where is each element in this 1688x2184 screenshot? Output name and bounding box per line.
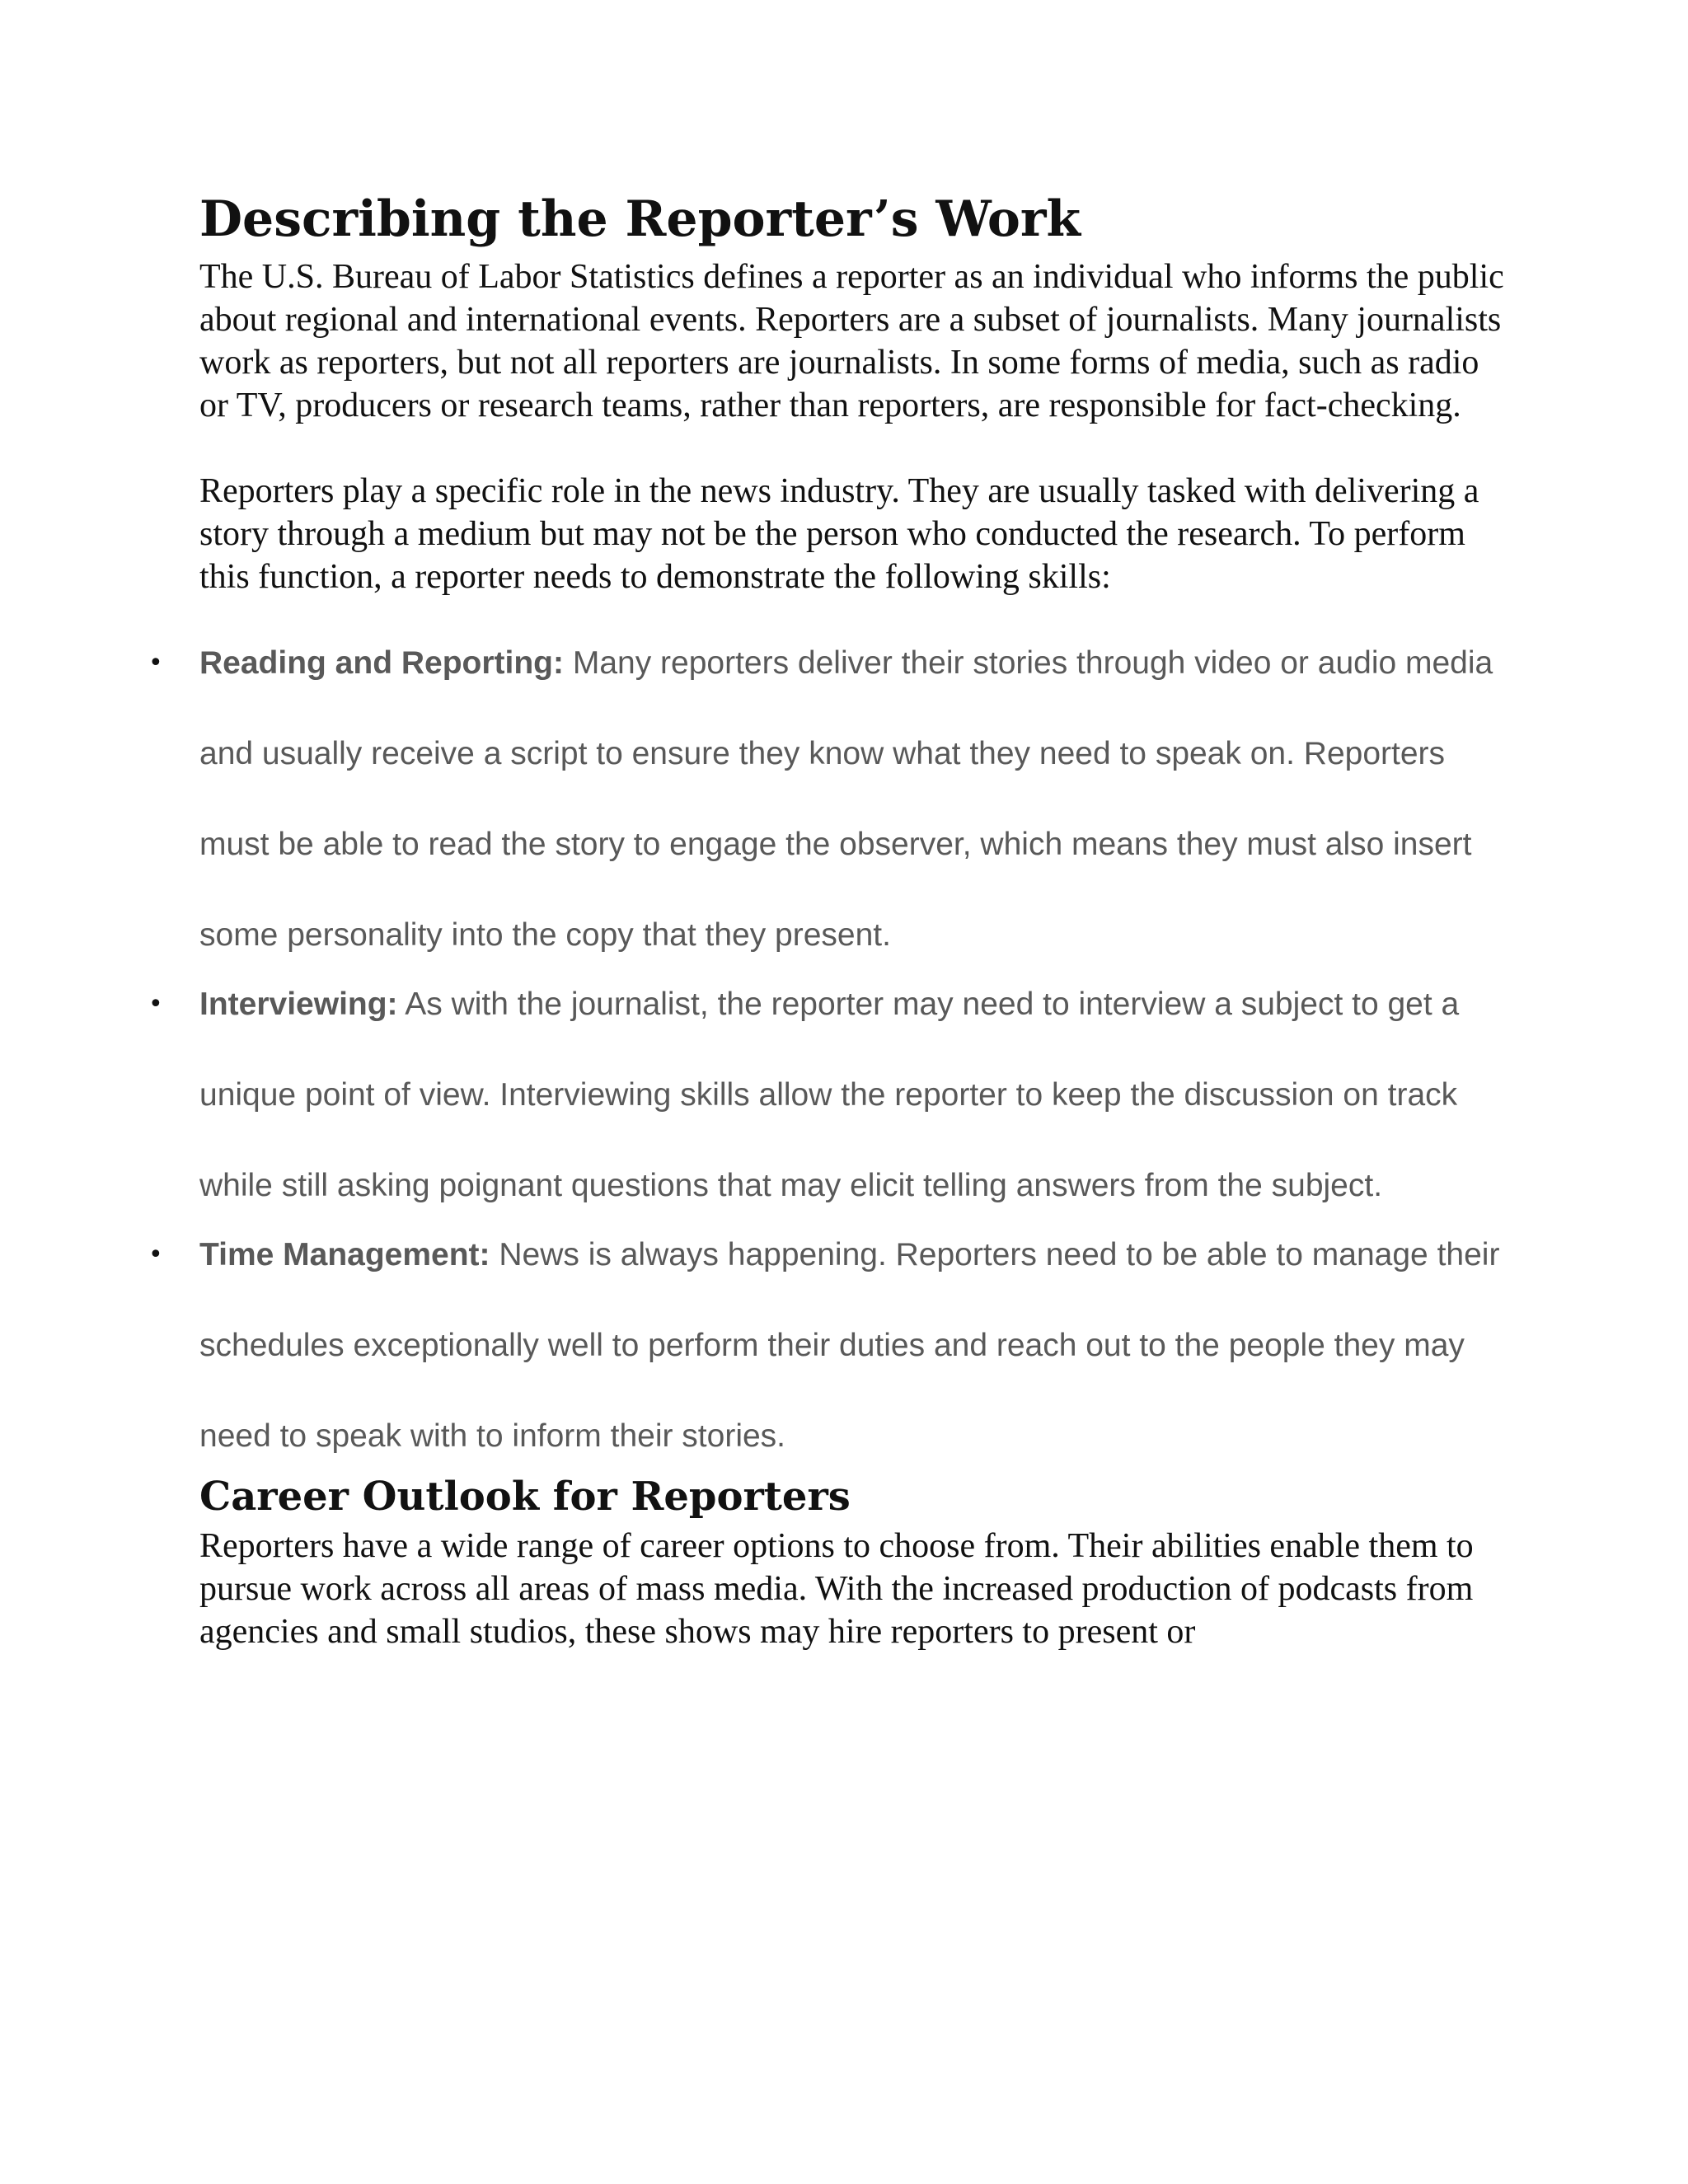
- skill-term: Time Management:: [199, 1237, 490, 1272]
- paragraph-spacer: [199, 427, 1510, 470]
- skill-description: Many reporters deliver their stories through video or audio media and usually receive a script to ensure they know what they need to speak on. Reporters must be able to read the story to engage the observer, which means they must also insert some personality into the copy that they present.: [199, 645, 1493, 953]
- skill-term: Interviewing:: [199, 987, 398, 1022]
- bullet-icon: •: [148, 649, 163, 677]
- document-page: [148, 190, 1510, 1653]
- bullet-icon: •: [148, 990, 163, 1019]
- role-paragraph: Reporters play a specific role in the news industry. They are usually tasked with delivering a story through a medium but may not be the person who conducted the research. To perform this function, a reporter needs to demonstrate the following skills:: [199, 472, 1479, 596]
- career-paragraph: Reporters have a wide range of career options to choose from. Their abilities enable them to pursue work across all areas of mass media. With the increased production of podcasts from agencies and small studios, these shows may hire reporters to present or: [199, 1527, 1474, 1651]
- skill-description: News is always happening. Reporters need to be able to manage their schedules exceptionally well to perform their duties and reach out to the people they may need to speak with to inform their stories.: [199, 1237, 1500, 1454]
- career-outlook-section: [199, 1474, 1510, 1653]
- skill-term: Reading and Reporting:: [199, 645, 564, 681]
- list-item: [148, 959, 1510, 1231]
- bullet-icon: •: [148, 1240, 163, 1269]
- page-title: Describing the Reporter’s Work: [199, 190, 1081, 248]
- list-item: [148, 618, 1510, 981]
- skill-description: As with the journalist, the reporter may need to interview a subject to get a unique point of view. Interviewing skills allow the reporter to keep the discussion on track while still asking poignant questions that may elicit telling answers from the subject.: [199, 987, 1460, 1203]
- section-heading: Career Outlook for Reporters: [199, 1474, 851, 1520]
- intro-paragraph: The U.S. Bureau of Labor Statistics defines a reporter as an individual who informs the public about regional and international events. Reporters are a subset of journalists. Many journalists work as reporters, but not all reporters are journalists. In some forms of media, such as radio or TV, producers or research teams, rather than reporters, are responsible for fact-checking.: [199, 258, 1504, 424]
- list-item: [148, 1210, 1510, 1482]
- skills-list: [148, 618, 1510, 1482]
